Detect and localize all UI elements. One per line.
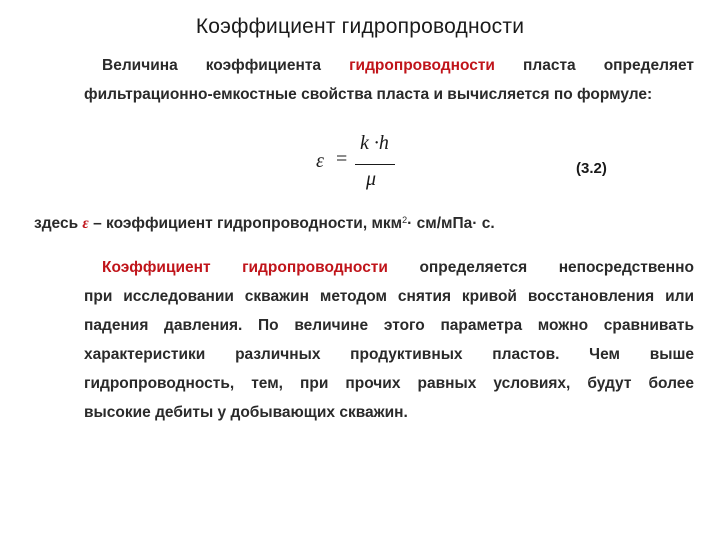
definition-symbol: ε bbox=[82, 215, 89, 232]
main-line-1-text: определяется непосредственно bbox=[387, 259, 694, 276]
intro-text-end: пласта определяет bbox=[494, 57, 694, 74]
fraction-bar bbox=[355, 164, 395, 165]
intro-paragraph bbox=[84, 51, 694, 109]
intro-line-2: фильтрационно-емкостные свойства пласта и вычисляется по формуле: bbox=[84, 86, 653, 103]
unit-superscript: 2 bbox=[402, 215, 408, 225]
formula-numerator: k ·h bbox=[360, 132, 389, 154]
intro-text: Величина коэффициента bbox=[102, 57, 350, 74]
formula-lhs: ε bbox=[316, 150, 324, 172]
equation-number: (3.2) bbox=[576, 160, 607, 177]
definition-prefix: здесь bbox=[34, 215, 83, 232]
definition-unit: · см/мПа· с. bbox=[407, 215, 495, 232]
page-title: Коэффициент гидропроводности bbox=[195, 15, 525, 38]
main-highlight: Коэффициент гидропроводности bbox=[102, 259, 388, 276]
definition-text: – коэффициент гидропроводности, мкм bbox=[88, 215, 403, 232]
formula-equals: = bbox=[336, 148, 348, 170]
main-line-2: при исследовании скважин методом снятия кривой восстановления или bbox=[84, 288, 694, 305]
main-line-1 bbox=[84, 253, 694, 282]
main-line-3: падения давления. По величине этого параметра можно сравнивать bbox=[84, 317, 694, 334]
intro-highlight: гидропроводности bbox=[349, 57, 495, 74]
intro-line-1 bbox=[84, 51, 694, 80]
main-paragraph bbox=[84, 253, 694, 427]
formula-block bbox=[300, 132, 420, 202]
main-line-4: характеристики различных продуктивных пластов. Чем выше bbox=[84, 346, 694, 363]
main-line-5: гидропроводность, тем, при прочих равных условиях, будут более bbox=[84, 375, 694, 392]
formula-denominator: μ bbox=[366, 168, 377, 190]
definition-line bbox=[34, 215, 495, 233]
main-line-6: высокие дебиты у добывающих скважин. bbox=[84, 404, 408, 421]
